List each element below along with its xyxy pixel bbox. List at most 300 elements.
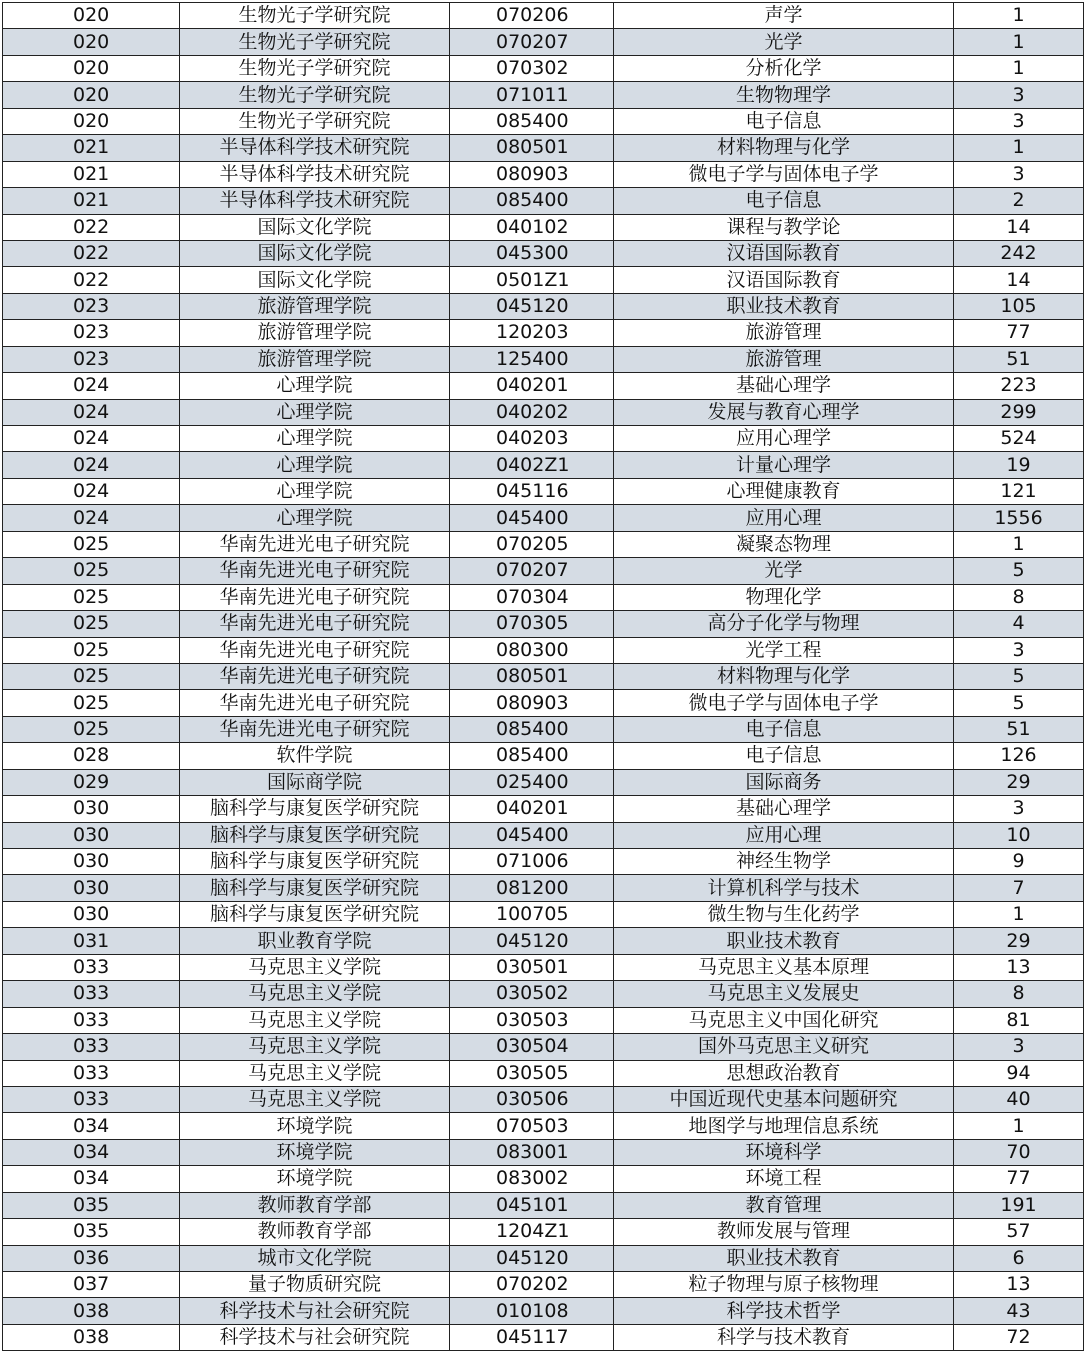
- college-name-cell: 生物光子学研究院: [180, 55, 450, 81]
- major-code-cell: 045101: [450, 1192, 614, 1218]
- table-row: [3, 1086, 1084, 1112]
- college-code-cell: 024: [3, 373, 180, 399]
- table-row: [3, 1034, 1084, 1060]
- college-name-cell: 华南先进光电子研究院: [180, 584, 450, 610]
- count-cell: 4: [954, 611, 1084, 637]
- college-code-cell: 029: [3, 769, 180, 795]
- college-name-cell: 脑科学与康复医学研究院: [180, 901, 450, 927]
- major-name-cell: 生物物理学: [614, 82, 954, 108]
- major-code-cell: 045117: [450, 1324, 614, 1350]
- count-cell: 29: [954, 769, 1084, 795]
- college-code-cell: 034: [3, 1166, 180, 1192]
- table-row: [3, 1113, 1084, 1139]
- major-name-cell: 教育管理: [614, 1192, 954, 1218]
- table-row: [3, 1272, 1084, 1298]
- college-name-cell: 科学技术与社会研究院: [180, 1324, 450, 1350]
- count-cell: 8: [954, 584, 1084, 610]
- count-cell: 5: [954, 663, 1084, 689]
- table-row: [3, 743, 1084, 769]
- major-name-cell: 汉语国际教育: [614, 267, 954, 293]
- college-name-cell: 华南先进光电子研究院: [180, 716, 450, 742]
- major-code-cell: 045400: [450, 822, 614, 848]
- major-code-cell: 125400: [450, 346, 614, 372]
- table-row: [3, 584, 1084, 610]
- major-name-cell: 地图学与地理信息系统: [614, 1113, 954, 1139]
- table-row: [3, 716, 1084, 742]
- college-code-cell: 024: [3, 426, 180, 452]
- major-name-cell: 计量心理学: [614, 452, 954, 478]
- college-code-cell: 022: [3, 267, 180, 293]
- count-cell: 3: [954, 1034, 1084, 1060]
- college-code-cell: 025: [3, 558, 180, 584]
- count-cell: 9: [954, 849, 1084, 875]
- major-code-cell: 025400: [450, 769, 614, 795]
- college-name-cell: 职业教育学院: [180, 928, 450, 954]
- major-code-cell: 070304: [450, 584, 614, 610]
- college-name-cell: 脑科学与康复医学研究院: [180, 822, 450, 848]
- major-code-cell: 030503: [450, 1007, 614, 1033]
- major-code-cell: 030505: [450, 1060, 614, 1086]
- major-name-cell: 凝聚态物理: [614, 531, 954, 557]
- count-cell: 70: [954, 1139, 1084, 1165]
- table-row: [3, 663, 1084, 689]
- major-code-cell: 070302: [450, 55, 614, 81]
- college-name-cell: 生物光子学研究院: [180, 108, 450, 134]
- college-name-cell: 国际文化学院: [180, 214, 450, 240]
- major-name-cell: 光学: [614, 29, 954, 55]
- table-row: [3, 55, 1084, 81]
- count-cell: 2: [954, 188, 1084, 214]
- college-code-cell: 038: [3, 1324, 180, 1350]
- count-cell: 40: [954, 1086, 1084, 1112]
- table-row: [3, 478, 1084, 504]
- count-cell: 14: [954, 267, 1084, 293]
- table-row: [3, 108, 1084, 134]
- table-row: [3, 769, 1084, 795]
- college-code-cell: 022: [3, 214, 180, 240]
- major-code-cell: 081200: [450, 875, 614, 901]
- count-cell: 1: [954, 901, 1084, 927]
- major-name-cell: 环境工程: [614, 1166, 954, 1192]
- table-row: [3, 1166, 1084, 1192]
- college-name-cell: 马克思主义学院: [180, 1007, 450, 1033]
- table-row: [3, 928, 1084, 954]
- college-code-cell: 033: [3, 1060, 180, 1086]
- count-cell: 77: [954, 1166, 1084, 1192]
- table-row: [3, 637, 1084, 663]
- major-name-cell: 分析化学: [614, 55, 954, 81]
- major-code-cell: 045120: [450, 928, 614, 954]
- major-name-cell: 汉语国际教育: [614, 240, 954, 266]
- major-name-cell: 思想政治教育: [614, 1060, 954, 1086]
- college-name-cell: 马克思主义学院: [180, 1060, 450, 1086]
- table-row: [3, 558, 1084, 584]
- major-name-cell: 微生物与生化药学: [614, 901, 954, 927]
- table-row: [3, 188, 1084, 214]
- major-name-cell: 基础心理学: [614, 373, 954, 399]
- major-code-cell: 100705: [450, 901, 614, 927]
- college-name-cell: 城市文化学院: [180, 1245, 450, 1271]
- college-code-cell: 021: [3, 188, 180, 214]
- college-name-cell: 生物光子学研究院: [180, 3, 450, 29]
- major-code-cell: 040102: [450, 214, 614, 240]
- count-cell: 242: [954, 240, 1084, 266]
- major-code-cell: 070205: [450, 531, 614, 557]
- major-name-cell: 国外马克思主义研究: [614, 1034, 954, 1060]
- college-code-cell: 021: [3, 135, 180, 161]
- major-code-cell: 045120: [450, 1245, 614, 1271]
- college-code-cell: 025: [3, 611, 180, 637]
- count-cell: 10: [954, 822, 1084, 848]
- college-name-cell: 马克思主义学院: [180, 1034, 450, 1060]
- college-name-cell: 华南先进光电子研究院: [180, 558, 450, 584]
- major-code-cell: 030504: [450, 1034, 614, 1060]
- count-cell: 3: [954, 796, 1084, 822]
- table-row: [3, 452, 1084, 478]
- table-row: [3, 954, 1084, 980]
- count-cell: 1: [954, 29, 1084, 55]
- college-name-cell: 华南先进光电子研究院: [180, 637, 450, 663]
- college-name-cell: 心理学院: [180, 399, 450, 425]
- count-cell: 13: [954, 1272, 1084, 1298]
- major-name-cell: 中国近现代史基本问题研究: [614, 1086, 954, 1112]
- count-cell: 3: [954, 161, 1084, 187]
- college-name-cell: 脑科学与康复医学研究院: [180, 796, 450, 822]
- count-cell: 6: [954, 1245, 1084, 1271]
- college-name-cell: 心理学院: [180, 478, 450, 504]
- count-cell: 72: [954, 1324, 1084, 1350]
- college-code-cell: 034: [3, 1139, 180, 1165]
- college-code-cell: 024: [3, 399, 180, 425]
- college-code-cell: 034: [3, 1113, 180, 1139]
- college-code-cell: 020: [3, 29, 180, 55]
- major-code-cell: 071006: [450, 849, 614, 875]
- college-code-cell: 035: [3, 1192, 180, 1218]
- college-name-cell: 华南先进光电子研究院: [180, 690, 450, 716]
- college-name-cell: 旅游管理学院: [180, 346, 450, 372]
- college-name-cell: 心理学院: [180, 373, 450, 399]
- major-code-cell: 080501: [450, 663, 614, 689]
- major-code-cell: 030501: [450, 954, 614, 980]
- college-code-cell: 024: [3, 452, 180, 478]
- college-name-cell: 马克思主义学院: [180, 981, 450, 1007]
- college-code-cell: 030: [3, 875, 180, 901]
- college-code-cell: 030: [3, 901, 180, 927]
- major-name-cell: 课程与教学论: [614, 214, 954, 240]
- count-cell: 3: [954, 82, 1084, 108]
- count-cell: 94: [954, 1060, 1084, 1086]
- count-cell: 1: [954, 55, 1084, 81]
- table-row: [3, 320, 1084, 346]
- count-cell: 51: [954, 716, 1084, 742]
- table-row: [3, 505, 1084, 531]
- table-row: [3, 849, 1084, 875]
- college-name-cell: 教师教育学部: [180, 1219, 450, 1245]
- major-name-cell: 声学: [614, 3, 954, 29]
- major-name-cell: 科学与技术教育: [614, 1324, 954, 1350]
- major-name-cell: 国际商务: [614, 769, 954, 795]
- college-name-cell: 科学技术与社会研究院: [180, 1298, 450, 1324]
- table-row: [3, 161, 1084, 187]
- college-name-cell: 华南先进光电子研究院: [180, 611, 450, 637]
- table-row: [3, 1298, 1084, 1324]
- college-name-cell: 教师教育学部: [180, 1192, 450, 1218]
- college-name-cell: 半导体科学技术研究院: [180, 188, 450, 214]
- college-code-cell: 020: [3, 3, 180, 29]
- table-row: [3, 135, 1084, 161]
- count-cell: 51: [954, 346, 1084, 372]
- table-body: [3, 3, 1084, 1351]
- count-cell: 57: [954, 1219, 1084, 1245]
- count-cell: 1556: [954, 505, 1084, 531]
- college-code-cell: 038: [3, 1298, 180, 1324]
- major-code-cell: 070305: [450, 611, 614, 637]
- college-name-cell: 脑科学与康复医学研究院: [180, 849, 450, 875]
- count-cell: 126: [954, 743, 1084, 769]
- major-name-cell: 科学技术哲学: [614, 1298, 954, 1324]
- major-code-cell: 0501Z1: [450, 267, 614, 293]
- table-row: [3, 1060, 1084, 1086]
- count-cell: 19: [954, 452, 1084, 478]
- major-name-cell: 粒子物理与原子核物理: [614, 1272, 954, 1298]
- major-code-cell: 083001: [450, 1139, 614, 1165]
- major-name-cell: 微电子学与固体电子学: [614, 161, 954, 187]
- count-cell: 5: [954, 690, 1084, 716]
- count-cell: 7: [954, 875, 1084, 901]
- table-row: [3, 1245, 1084, 1271]
- major-name-cell: 神经生物学: [614, 849, 954, 875]
- college-name-cell: 生物光子学研究院: [180, 29, 450, 55]
- major-name-cell: 应用心理: [614, 505, 954, 531]
- major-code-cell: 030502: [450, 981, 614, 1007]
- major-name-cell: 物理化学: [614, 584, 954, 610]
- major-code-cell: 080300: [450, 637, 614, 663]
- major-name-cell: 职业技术教育: [614, 928, 954, 954]
- college-code-cell: 025: [3, 690, 180, 716]
- enrollment-table: [2, 2, 1084, 1351]
- table-row: [3, 531, 1084, 557]
- major-code-cell: 045116: [450, 478, 614, 504]
- major-name-cell: 基础心理学: [614, 796, 954, 822]
- college-code-cell: 037: [3, 1272, 180, 1298]
- major-name-cell: 职业技术教育: [614, 293, 954, 319]
- college-name-cell: 旅游管理学院: [180, 320, 450, 346]
- major-code-cell: 085400: [450, 743, 614, 769]
- college-code-cell: 024: [3, 505, 180, 531]
- major-name-cell: 职业技术教育: [614, 1245, 954, 1271]
- college-code-cell: 023: [3, 320, 180, 346]
- college-name-cell: 心理学院: [180, 505, 450, 531]
- table-row: [3, 373, 1084, 399]
- count-cell: 13: [954, 954, 1084, 980]
- college-code-cell: 021: [3, 161, 180, 187]
- table-row: [3, 29, 1084, 55]
- college-name-cell: 马克思主义学院: [180, 1086, 450, 1112]
- major-name-cell: 发展与教育心理学: [614, 399, 954, 425]
- college-code-cell: 023: [3, 293, 180, 319]
- college-code-cell: 024: [3, 478, 180, 504]
- major-name-cell: 旅游管理: [614, 320, 954, 346]
- table-row: [3, 875, 1084, 901]
- college-code-cell: 033: [3, 981, 180, 1007]
- table-row: [3, 1219, 1084, 1245]
- major-name-cell: 应用心理学: [614, 426, 954, 452]
- major-name-cell: 电子信息: [614, 108, 954, 134]
- major-code-cell: 010108: [450, 1298, 614, 1324]
- major-code-cell: 070206: [450, 3, 614, 29]
- major-code-cell: 1204Z1: [450, 1219, 614, 1245]
- major-name-cell: 光学工程: [614, 637, 954, 663]
- college-name-cell: 华南先进光电子研究院: [180, 663, 450, 689]
- count-cell: 1: [954, 135, 1084, 161]
- college-code-cell: 033: [3, 1007, 180, 1033]
- count-cell: 29: [954, 928, 1084, 954]
- college-code-cell: 028: [3, 743, 180, 769]
- table-row: [3, 3, 1084, 29]
- table-row: [3, 399, 1084, 425]
- college-name-cell: 国际商学院: [180, 769, 450, 795]
- table-row: [3, 240, 1084, 266]
- count-cell: 1: [954, 3, 1084, 29]
- count-cell: 8: [954, 981, 1084, 1007]
- college-code-cell: 025: [3, 637, 180, 663]
- table-row: [3, 346, 1084, 372]
- major-code-cell: 085400: [450, 108, 614, 134]
- college-code-cell: 023: [3, 346, 180, 372]
- major-code-cell: 040203: [450, 426, 614, 452]
- college-code-cell: 033: [3, 1034, 180, 1060]
- major-name-cell: 计算机科学与技术: [614, 875, 954, 901]
- college-code-cell: 022: [3, 240, 180, 266]
- major-code-cell: 070207: [450, 558, 614, 584]
- college-code-cell: 031: [3, 928, 180, 954]
- major-name-cell: 环境科学: [614, 1139, 954, 1165]
- count-cell: 1: [954, 1113, 1084, 1139]
- table-row: [3, 690, 1084, 716]
- major-code-cell: 045300: [450, 240, 614, 266]
- college-name-cell: 量子物质研究院: [180, 1272, 450, 1298]
- college-code-cell: 033: [3, 954, 180, 980]
- count-cell: 524: [954, 426, 1084, 452]
- major-code-cell: 040202: [450, 399, 614, 425]
- college-name-cell: 半导体科学技术研究院: [180, 161, 450, 187]
- major-name-cell: 材料物理与化学: [614, 663, 954, 689]
- major-code-cell: 071011: [450, 82, 614, 108]
- college-name-cell: 旅游管理学院: [180, 293, 450, 319]
- count-cell: 223: [954, 373, 1084, 399]
- college-name-cell: 脑科学与康复医学研究院: [180, 875, 450, 901]
- table-row: [3, 214, 1084, 240]
- major-name-cell: 电子信息: [614, 743, 954, 769]
- count-cell: 121: [954, 478, 1084, 504]
- major-code-cell: 070207: [450, 29, 614, 55]
- table-row: [3, 82, 1084, 108]
- college-code-cell: 036: [3, 1245, 180, 1271]
- table-row: [3, 1324, 1084, 1350]
- major-name-cell: 电子信息: [614, 188, 954, 214]
- college-code-cell: 030: [3, 796, 180, 822]
- college-name-cell: 环境学院: [180, 1139, 450, 1165]
- college-code-cell: 020: [3, 108, 180, 134]
- major-name-cell: 电子信息: [614, 716, 954, 742]
- major-name-cell: 心理健康教育: [614, 478, 954, 504]
- major-code-cell: 040201: [450, 796, 614, 822]
- major-name-cell: 教师发展与管理: [614, 1219, 954, 1245]
- college-code-cell: 025: [3, 531, 180, 557]
- count-cell: 191: [954, 1192, 1084, 1218]
- major-name-cell: 材料物理与化学: [614, 135, 954, 161]
- major-code-cell: 080903: [450, 690, 614, 716]
- major-name-cell: 旅游管理: [614, 346, 954, 372]
- major-code-cell: 070202: [450, 1272, 614, 1298]
- table-row: [3, 822, 1084, 848]
- major-name-cell: 光学: [614, 558, 954, 584]
- count-cell: 5: [954, 558, 1084, 584]
- table-row: [3, 1007, 1084, 1033]
- major-code-cell: 085400: [450, 188, 614, 214]
- college-name-cell: 软件学院: [180, 743, 450, 769]
- college-name-cell: 国际文化学院: [180, 240, 450, 266]
- college-code-cell: 025: [3, 663, 180, 689]
- major-code-cell: 083002: [450, 1166, 614, 1192]
- major-name-cell: 高分子化学与物理: [614, 611, 954, 637]
- major-code-cell: 040201: [450, 373, 614, 399]
- table-row: [3, 293, 1084, 319]
- major-name-cell: 微电子学与固体电子学: [614, 690, 954, 716]
- count-cell: 299: [954, 399, 1084, 425]
- college-name-cell: 心理学院: [180, 452, 450, 478]
- college-code-cell: 030: [3, 849, 180, 875]
- count-cell: 14: [954, 214, 1084, 240]
- major-code-cell: 045120: [450, 293, 614, 319]
- college-name-cell: 马克思主义学院: [180, 954, 450, 980]
- count-cell: 105: [954, 293, 1084, 319]
- college-name-cell: 国际文化学院: [180, 267, 450, 293]
- count-cell: 3: [954, 108, 1084, 134]
- table-row: [3, 796, 1084, 822]
- college-code-cell: 025: [3, 584, 180, 610]
- count-cell: 43: [954, 1298, 1084, 1324]
- table-row: [3, 1139, 1084, 1165]
- major-name-cell: 应用心理: [614, 822, 954, 848]
- college-name-cell: 环境学院: [180, 1113, 450, 1139]
- table-row: [3, 981, 1084, 1007]
- major-code-cell: 085400: [450, 716, 614, 742]
- college-code-cell: 035: [3, 1219, 180, 1245]
- college-name-cell: 半导体科学技术研究院: [180, 135, 450, 161]
- major-code-cell: 030506: [450, 1086, 614, 1112]
- major-code-cell: 0402Z1: [450, 452, 614, 478]
- major-code-cell: 080501: [450, 135, 614, 161]
- count-cell: 1: [954, 531, 1084, 557]
- college-name-cell: 环境学院: [180, 1166, 450, 1192]
- college-code-cell: 020: [3, 82, 180, 108]
- table-row: [3, 901, 1084, 927]
- college-code-cell: 020: [3, 55, 180, 81]
- table-row: [3, 267, 1084, 293]
- major-code-cell: 070503: [450, 1113, 614, 1139]
- count-cell: 81: [954, 1007, 1084, 1033]
- college-code-cell: 033: [3, 1086, 180, 1112]
- table-row: [3, 1192, 1084, 1218]
- major-code-cell: 120203: [450, 320, 614, 346]
- college-name-cell: 心理学院: [180, 426, 450, 452]
- count-cell: 3: [954, 637, 1084, 663]
- college-code-cell: 030: [3, 822, 180, 848]
- table-row: [3, 611, 1084, 637]
- college-code-cell: 025: [3, 716, 180, 742]
- major-code-cell: 080903: [450, 161, 614, 187]
